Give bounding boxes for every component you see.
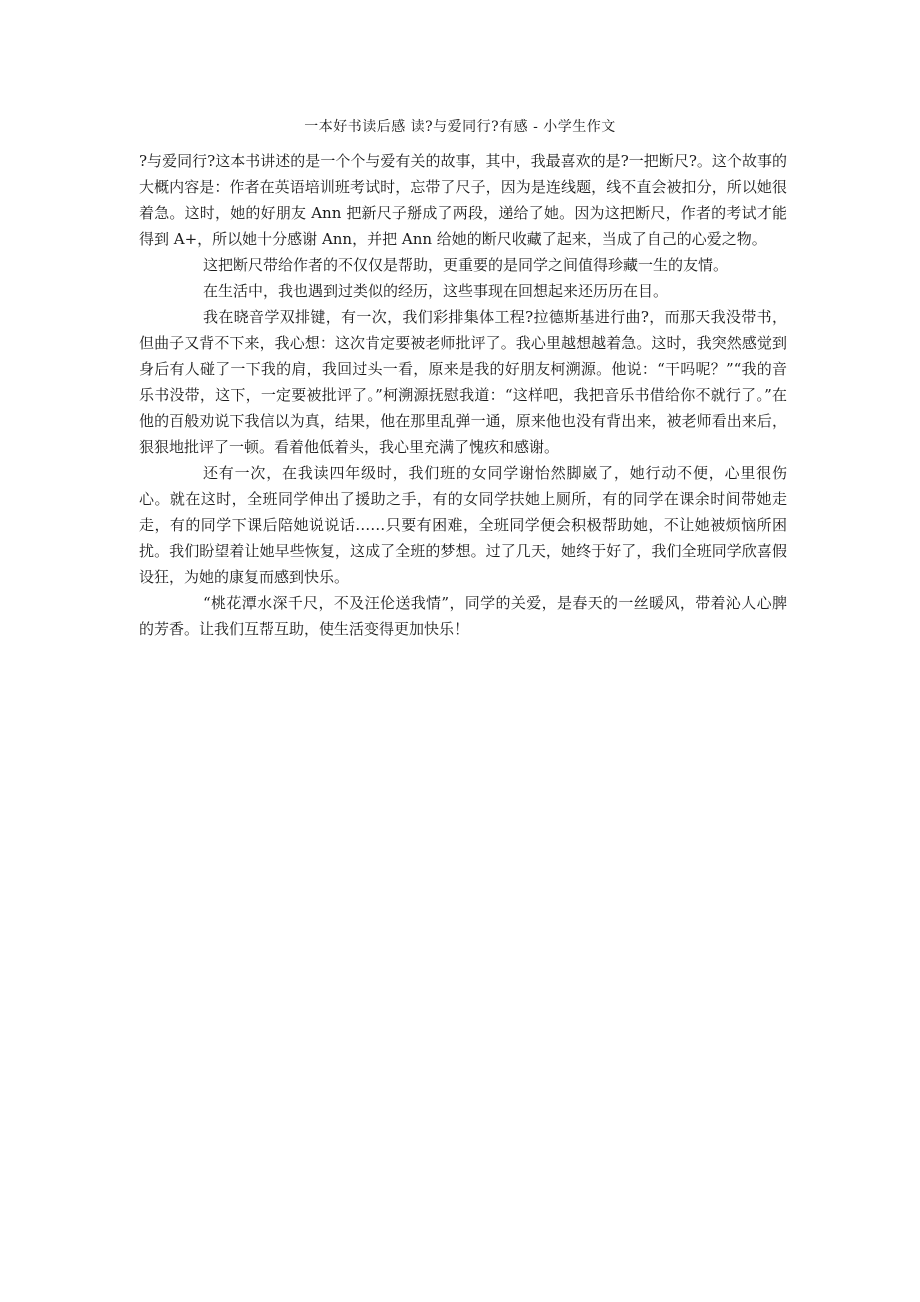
paragraph-similar-experience: 在生活中，我也遇到过类似的经历，这些事现在回想起来还历历在目。 bbox=[203, 282, 669, 300]
paragraph-intro: ?与爱同行?这本书讲述的是一个个与爱有关的故事，其中，我最喜欢的是?一把断尺?。这个故事的大概内容是：作者在英语培训班考试时，忘带了尺子，因为是连线题，线不直会被扣分，所以她很着急。这时，她的好朋友 Ann 把新尺子掰成了两段，递给了她。因为这把断尺，作者的考试才能得到 A+，所以她十分感谢 Ann，并把 Ann 给她的断尺收藏了起来，当成了自己的心爱之物。 bbox=[139, 152, 787, 248]
document-title: 一本好书读后感 读?与爱同行?有感 - 小学生作文 bbox=[304, 119, 616, 135]
document-body bbox=[139, 148, 787, 642]
paragraph-friendship: 这把断尺带给作者的不仅仅是帮助，更重要的是同学之间值得珍藏一生的友情。 bbox=[203, 256, 729, 274]
paragraph-music-story: 我在晓音学双排键，有一次，我们彩排集体工程?拉德斯基进行曲?，而那天我没带书，但曲子又背不下来，我心想：这次肯定要被老师批评了。我心里越想越着急。这时，我突然感觉到身后有人碰了一下我的肩，我回过头一看，原来是我的好朋友柯溯源。他说：“干吗呢？”“我的音乐书没带，这下，一定要被批评了。”柯溯源抚慰我道：“这样吧，我把音乐书借给你不就行了。”在他的百般劝说下我信以为真，结果，他在那里乱弹一通，原来他也没有背出来，被老师看出来后，狠狠地批评了一顿。看着他低着头，我心里充满了愧疚和感谢。 bbox=[139, 308, 787, 456]
paragraph-classmate-story: 还有一次，在我读四年级时，我们班的女同学谢怡然脚崴了，她行动不便，心里很伤心。就在这时，全班同学伸出了援助之手，有的女同学扶她上厕所，有的同学在课余时间带她走走，有的同学下课后陪她说说话……只要有困难，全班同学便会积极帮助她，不让她被烦恼所困扰。我们盼望着让她早些恢复，这成了全班的梦想。过了几天，她终于好了，我们全班同学欣喜假设狂，为她的康复而感到快乐。 bbox=[139, 464, 787, 586]
paragraph-conclusion: “桃花潭水深千尺，不及汪伦送我情”，同学的关爱，是春天的一丝暖风，带着沁人心脾的芳香。让我们互帮互助，使生活变得更加快乐！ bbox=[139, 594, 787, 638]
